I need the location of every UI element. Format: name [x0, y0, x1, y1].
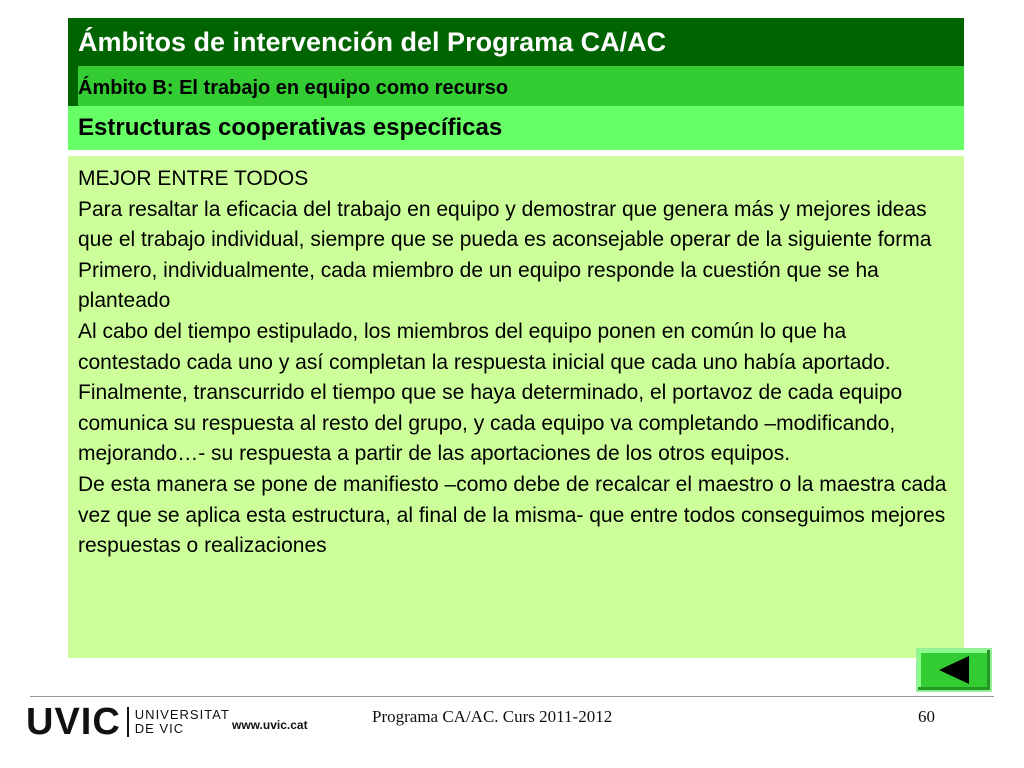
content-body: [68, 156, 964, 658]
content-paragraph: Primero, individualmente, cada miembro de un equipo responde la cuestión que se ha planteado: [78, 258, 879, 313]
university-logo: [26, 701, 230, 743]
website-link[interactable]: www.uvic.cat: [232, 718, 308, 732]
slide-title: Ámbitos de intervención del Programa CA/AC: [68, 18, 964, 66]
content-paragraph: Al cabo del tiempo estipulado, los miembros del equipo ponen en común lo que ha contestado cada uno y así completan la respuesta inicial que cada uno había aportado.: [78, 319, 891, 374]
content-paragraph: Para resaltar la eficacia del trabajo en equipo y demostrar que genera más y mejores ideas que el trabajo individual, siempre que se pueda es aconsejable operar de la siguiente forma: [78, 197, 932, 252]
triangle-left-icon: [937, 655, 971, 685]
back-button[interactable]: [916, 648, 992, 692]
logo-divider: [127, 707, 129, 737]
section-heading: Estructuras cooperativas específicas: [68, 106, 964, 150]
footer-divider: [30, 696, 994, 697]
content-paragraph-heading: MEJOR ENTRE TODOS: [78, 167, 309, 190]
logo-line1: UNIVERSITAT: [134, 707, 230, 722]
slide-subtitle-text: Ámbito B: El trabajo en equipo como recurso: [78, 77, 509, 99]
logo-text: [135, 708, 230, 736]
content-paragraph: Finalmente, transcurrido el tiempo que se haya determinado, el portavoz de cada equipo comunica su respuesta al resto del grupo, y cada equipo va completando –modificando, mejorando…- su respuesta a partir de las aportaciones de los otros equipos.: [78, 381, 903, 466]
footer-program-text: Programa CA/AC. Curs 2011-2012: [372, 707, 613, 726]
logo-line2: DE VIC: [134, 721, 185, 736]
page-number: 60: [918, 707, 935, 726]
logo-mark: UVIC: [26, 701, 121, 743]
slide-subtitle: [68, 66, 964, 106]
content-paragraph: De esta manera se pone de manifiesto –como debe de recalcar el maestro o la maestra cada vez que se aplica esta estructura, al final de la misma- que entre todos conseguimos mejores respuestas o realizaciones: [78, 472, 947, 558]
